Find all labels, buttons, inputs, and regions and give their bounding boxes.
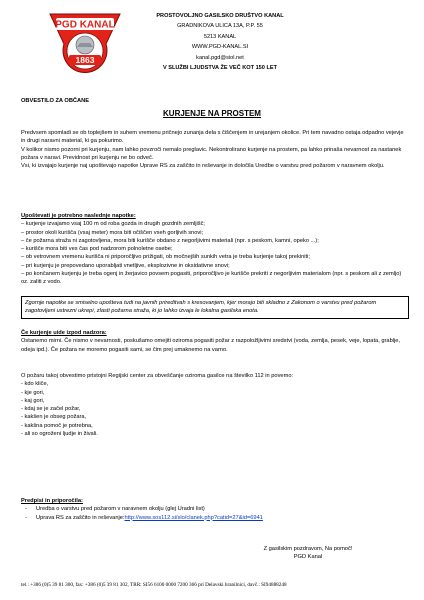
list-item: - kje gori, [21, 389, 45, 396]
org-city: 5213 KANAL [203, 33, 237, 40]
regulation-text: Uprava RS za zaščito in reševanje: [36, 514, 125, 521]
list-item: – kurišče mora biti ves čas pod nadzorom polnoletne osebe; [21, 246, 173, 253]
closing-signature: PGD Kanal [293, 554, 323, 561]
regulations-section [21, 497, 405, 522]
org-slogan: V SLUŽBI LJUDSTVA ŽE VEČ KOT 150 LET [162, 65, 278, 72]
list-item: – pri kurjenju je prepovedano uporabljati vnetljive, eksplozivne in oksidativne snovi; [21, 262, 230, 269]
list-item: - ali so ogroženi ljudje in živali. [21, 431, 98, 438]
closing-greeting: Z gasilskim pozdravom, Na pomoč! [263, 546, 353, 552]
org-address: GRADNIKOVA ULICA 13A, P.P. 55 [177, 23, 263, 30]
list-item: – prostor okoli kurišča (vsaj meter) mora biti očiščen vseh gorljivih snovi; [21, 229, 204, 236]
sos112-link[interactable]: http://www.sos112.si/slo/clanek.php?catid=27&id=6941 [124, 514, 263, 521]
bullet: - [25, 506, 27, 513]
report-intro: O požaru takoj obvestimo pristojni Regijski center za obveščanje oziroma gasilce na številko 112 in povemo: [21, 373, 294, 379]
list-item: – ob vetrovnem vremenu kurišča ni priporočljivo prižigati, ob močnejših sunkih vetra je treba kurjenje takoj prekiniti; [21, 254, 310, 261]
escape-heading: Če kurjenje uide izpod nadzora: [21, 330, 107, 336]
list-item [21, 514, 405, 522]
intro-paragraph: Vsi, ki izvajajo kurjenje naj upoštevajo napotke Uprave RS za zaščito in reševanje in določila Uredbe o varstvu pred požarom v naravnem okolju. [21, 163, 385, 170]
organization-header [130, 11, 310, 73]
list-item: - kdo kliče, [21, 381, 49, 388]
regulations-heading: Predpisi in priporočila: [21, 498, 83, 504]
intro-text [21, 129, 405, 170]
list-item [21, 505, 405, 513]
bullet: - [25, 514, 27, 521]
logo-top-text: PGD KANAL [55, 19, 115, 31]
closing-block [228, 545, 388, 562]
regulation-text: Uredba o varstvu pred požarom v naravnem okolju (glej Uradni list) [36, 506, 205, 513]
footer: tel.: +386 (0)5 39 81 300, fax: +386 (0)5 39 81 302, TRR: SI56 6100 0000 7200 366 pri Delavski hranilnici, davč.: SI94888248 [21, 582, 287, 588]
rules-heading: Upoštevati je potrebno naslednje napotke: [21, 213, 136, 219]
list-item: - kakšen je obseg požara, [21, 414, 87, 421]
list-item: – po končanem kurjenju je treba ogenj in žerjavico povsem pogasiti, priporočljivo je kurišče prekriti z negorljivim materialom (npr. s peskom ali z zemljo) oz. zaliti z vodo. [21, 271, 402, 286]
rules-section [21, 212, 405, 287]
pgd-kanal-logo [46, 10, 124, 78]
logo-year-text: 1863 [75, 55, 95, 65]
list-item: – kurjenje izvajamo vsaj 100 m od roba gozda in drugih gozdnih zemljišč; [21, 221, 205, 228]
escape-text: Ostanemo mirni. Če nismo v nevarnosti, poskušamo omejiti oziroma pogasiti požar z razpoložljivimi sredstvi (voda, zemlja, pesek, veje, lopata, grablje, odeja ipd.). Če požara ne moremo pogasiti sami, se čim prej umaknemo na varno. [21, 338, 401, 353]
report-section [21, 372, 405, 438]
escape-section [21, 329, 405, 354]
intro-paragraph: V kolikor nismo pozorni pri kurjenju, nam lahko povzroči nemalo preglavic. Nekontrolirano kurjenje na prostem, pa lahko prinaša nevarnost za nastanek požara v naravi. Previdnost pri kurjenju ne bo odveč. [21, 146, 402, 161]
rules-list [21, 220, 405, 286]
org-email[interactable]: kanal.pgd@siol.net [196, 54, 244, 61]
list-item: – če požarna straža ni zagotovljena, mora biti kurišče obdano z negorljivimi materiali (npr. s peskom, kamni, opeko ...); [21, 237, 319, 244]
note-box: Zgornje napotke se smiselno upošteva tudi na javnih prireditvah s kresovanjem, kjer morajo biti skladno z Zakonom o varstvu pred požarom zagotovljeni ustrezni ukrepi, zlasti požarna straža, ki jo lahko izvaja le lokalna gasilska enota. [21, 296, 409, 319]
website-link[interactable]: WWW.PGD-KANAL.SI [191, 44, 249, 51]
list-item: - kdaj se je začel požar, [21, 406, 81, 413]
org-name: PROSTOVOLJNO GASILSKO DRUŠTVO KANAL [156, 13, 284, 19]
list-item: - kakšna pomoč je potrebna, [21, 422, 93, 429]
intro-paragraph: Predvsem spomladi se ob toplejšem in suhem vremenu pričnejo zunanja dela s čiščenjem in urejanjem okolice. Pri tem navadno ostaja odpadno vejevje in drugi naravni material, ki ga pokurimo. [21, 130, 404, 145]
section-label: OBVESTILO ZA OBČANE [21, 98, 90, 104]
org-website[interactable] [130, 42, 310, 52]
page-title: KURJENJE NA PROSTEM [163, 109, 261, 118]
list-item: - kaj gori, [21, 397, 45, 404]
